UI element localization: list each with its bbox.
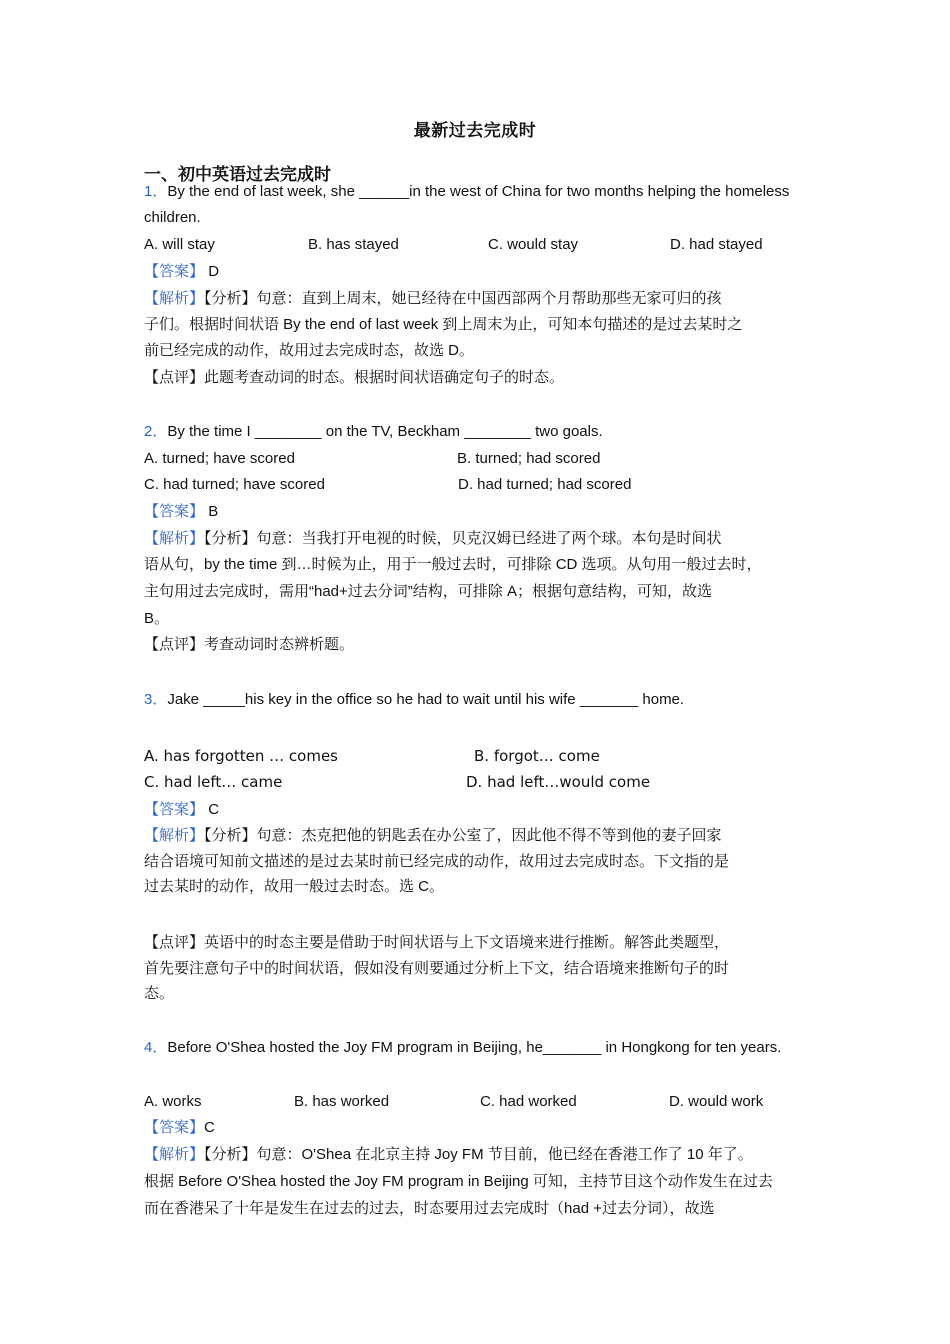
analysis-line [144,529,722,549]
answer-tag: 【答案】 [144,801,205,818]
option-d: D. had turned; had scored [458,476,632,493]
option-a: A. turned; have scored [144,450,295,467]
answer-line [144,262,219,282]
answer-value: C [204,1119,215,1136]
question-3 [144,690,684,710]
answer-tag: 【答案】 [144,1119,205,1136]
comment-text: 首先要注意句子中的时间状语，假如没有则要通过分析上下文，结合语境来推断句子的时 [144,960,730,977]
option-a: A. will stay [144,236,215,253]
option-a: A. has forgotten … comes [144,747,338,765]
answer-line [144,800,219,820]
option-c: C. would stay [488,236,579,253]
analysis-tag: 【解析】 [144,1146,205,1163]
answer-value: B [208,503,219,520]
question-number: 3． [144,691,168,708]
question-number: 2． [144,423,168,440]
answer-value: D [208,263,220,280]
option-d: D. had stayed [670,236,763,253]
question-1 [144,182,789,202]
option-b: B. turned; had scored [457,450,601,467]
analysis-text: 【分析】句意：O'Shea 在北京主持 Joy FM 节目前，他已经在香港工作了 10 年了。 [204,1146,753,1163]
option-d: D. would work [669,1093,764,1110]
analysis-text: 【分析】句意：杰克把他的钥匙丢在办公室了，因此他不得不等到他的妻子回家 [204,827,722,844]
section-title: 一、初中英语过去完成时 [144,165,331,184]
option-a: A. works [144,1093,202,1110]
analysis-tag: 【解析】 [144,530,205,547]
question-number: 4． [144,1039,168,1056]
question-text: By the time I ________ on the TV, Beckham ________ two goals. [167,423,603,440]
option-b: B. has stayed [308,236,399,253]
option-c: C. had left… came [144,773,283,791]
answer-line [144,502,218,522]
analysis-text: B。 [144,610,170,627]
analysis-text: 根据 Before O'Shea hosted the Joy FM program in Beijing 可知，主持节目这个动作发生在过去 [144,1173,773,1190]
analysis-text: 过去某时的动作，故用一般过去时态。选 C。 [144,878,445,895]
option-c: C. had worked [480,1093,577,1110]
answer-line [144,1118,215,1138]
answer-tag: 【答案】 [144,263,205,280]
analysis-text: 而在香港呆了十年是发生在过去的过去，时态要用过去完成时（had +过去分词），故选 [144,1200,715,1217]
page-title: 最新过去完成时 [413,121,537,140]
answer-tag: 【答案】 [144,503,205,520]
question-2 [144,422,603,442]
question-number: 1． [144,183,168,200]
analysis-text: 语从句，by the time 到…时候为止，用于一般过去时，可排除 CD 选项。从句用一般过去时， [144,556,762,573]
analysis-text: 子们。根据时间状语 By the end of last week 到上周末为止，可知本句描述的是过去某时之 [144,316,743,333]
question-text: Before O'Shea hosted the Joy FM program in Beijing, he_______ in Hongkong for ten years. [167,1039,782,1056]
option-b: B. has worked [294,1093,390,1110]
analysis-line [144,826,722,846]
analysis-text: 前已经完成的动作，故用过去完成时态，故选 D。 [144,342,475,359]
comment-text: 【点评】此题考查动词的时态。根据时间状语确定句子的时态。 [144,369,565,386]
question-4 [144,1038,781,1058]
question-text: By the end of last week, she ______in the west of China for two months helping the homeless [167,183,790,200]
question-text-cont: children. [144,209,201,226]
question-text: Jake _____his key in the office so he had to wait until his wife _______ home. [167,691,685,708]
analysis-text: 【分析】句意：当我打开电视的时候，贝克汉姆已经进了两个球。本句是时间状 [204,530,722,547]
comment-text: 态。 [144,985,175,1002]
analysis-text: 结合语境可知前文描述的是过去某时前已经完成的动作，故用过去完成时态。下文指的是 [144,853,730,870]
analysis-tag: 【解析】 [144,827,205,844]
analysis-text: 【分析】句意：直到上周末，她已经待在中国西部两个月帮助那些无家可归的孩 [204,290,722,307]
answer-value: C [208,801,220,818]
option-d: D. had left…would come [466,773,651,791]
analysis-tag: 【解析】 [144,290,205,307]
comment-text: 【点评】考查动词时态辨析题。 [144,636,355,653]
comment-text: 【点评】英语中的时态主要是借助于时间状语与上下文语境来进行推断。解答此类题型， [144,934,730,951]
analysis-line [144,1145,753,1165]
option-c: C. had turned; have scored [144,476,325,493]
option-b: B. forgot… come [474,747,600,765]
analysis-text: 主句用过去完成时，需用“had+过去分词”结构，可排除 A；根据句意结构，可知，故选 [144,583,712,600]
analysis-line [144,289,722,309]
